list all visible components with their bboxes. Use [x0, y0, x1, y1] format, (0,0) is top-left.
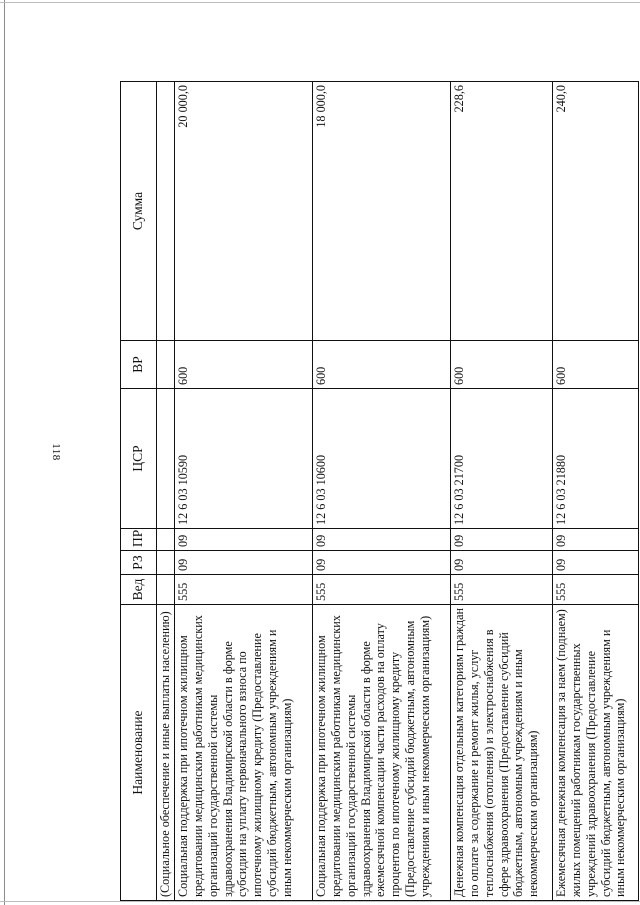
- section-empty-cell: [157, 551, 175, 575]
- row-ved: 555: [174, 575, 312, 605]
- scan-edge-top: [0, 2, 640, 3]
- row-rz: 09: [312, 551, 450, 575]
- section-empty-cell: [157, 82, 175, 341]
- row-rz: 09: [552, 551, 638, 575]
- header-ved: Вед: [121, 575, 157, 605]
- scan-edge-bottom: [0, 901, 640, 902]
- rotated-table-wrapper: [120, 81, 628, 901]
- row-ved: 555: [312, 575, 450, 605]
- row-pr: 09: [312, 529, 450, 551]
- scan-edge-left: [4, 0, 5, 905]
- section-title: (Социальное обеспечение и иные выплаты населению): [157, 605, 175, 901]
- row-vr: 600: [450, 341, 552, 389]
- row-ved: 555: [552, 575, 638, 605]
- header-pr: ПР: [121, 529, 157, 551]
- row-vr: 600: [312, 341, 450, 389]
- row-pr: 09: [174, 529, 312, 551]
- header-rz: РЗ: [121, 551, 157, 575]
- row-name: Ежемесячная денежная компенсация за наем (поднаем) жилых помещений работникам государственных учреждений здравоохранения (Предоставление субсидий бюджетным, автономным учреждениям и иным некоммерческим организациям): [552, 605, 638, 901]
- table-header-row: [121, 82, 157, 901]
- row-sum: 20 000,0: [174, 82, 312, 341]
- row-name: Денежная компенсация отдельным категориям граждан по оплате за содержание и ремонт жилья, услуг теплоснабжения (отопления) и электроснабжения в сфере здравоохранения (Предоставление субсидий бюджетным, автономным учреждениям и иным некоммерческим организациям): [450, 605, 552, 901]
- row-name: Социальная поддержка при ипотечном жилищном кредитовании медицинским работникам медицинских организаций государственной системы здравоохранения Владимирской области в форме ежемесячной компенсации части расходов на оплату процентов по ипотечному жилищному кредиту (Предоставление субсидий бюджетным, автономным учреждениям и иным некоммерческим организациям): [312, 605, 450, 901]
- header-csr: ЦСР: [121, 389, 157, 529]
- row-pr: 09: [552, 529, 638, 551]
- table-row: [312, 82, 450, 901]
- row-csr: 12 6 03 21700: [450, 389, 552, 529]
- row-vr: 600: [552, 341, 638, 389]
- section-empty-cell: [157, 341, 175, 389]
- row-sum: 228,6: [450, 82, 552, 341]
- row-sum: 240,0: [552, 82, 638, 341]
- row-vr: 600: [174, 341, 312, 389]
- header-sum: Сумма: [121, 82, 157, 341]
- row-ved: 555: [450, 575, 552, 605]
- table-row: [552, 82, 638, 901]
- section-empty-cell: [157, 529, 175, 551]
- section-empty-cell: [157, 389, 175, 529]
- header-vr: ВР: [121, 341, 157, 389]
- row-pr: 09: [450, 529, 552, 551]
- budget-table: [120, 81, 639, 901]
- row-csr: 12 6 03 10600: [312, 389, 450, 529]
- row-rz: 09: [450, 551, 552, 575]
- row-csr: 12 6 03 10590: [174, 389, 312, 529]
- table-row: [450, 82, 552, 901]
- row-sum: 18 000,0: [312, 82, 450, 341]
- section-row: [157, 82, 175, 901]
- row-rz: 09: [174, 551, 312, 575]
- row-csr: 12 6 03 21880: [552, 389, 638, 529]
- table-row: [174, 82, 312, 901]
- page-number: 118: [50, 443, 62, 461]
- section-empty-cell: [157, 575, 175, 605]
- row-name: Социальная поддержка при ипотечном жилищном кредитовании медицинским работникам медицинских организаций государственной системы здравоохранения Владимирской области в форме субсидии на уплату первоначального взноса по ипотечному жилищному кредиту (Предоставление субсидий бюджетным, автономным учреждениям и иным некоммерческим организациям): [174, 605, 312, 901]
- header-name: Наименование: [121, 605, 157, 901]
